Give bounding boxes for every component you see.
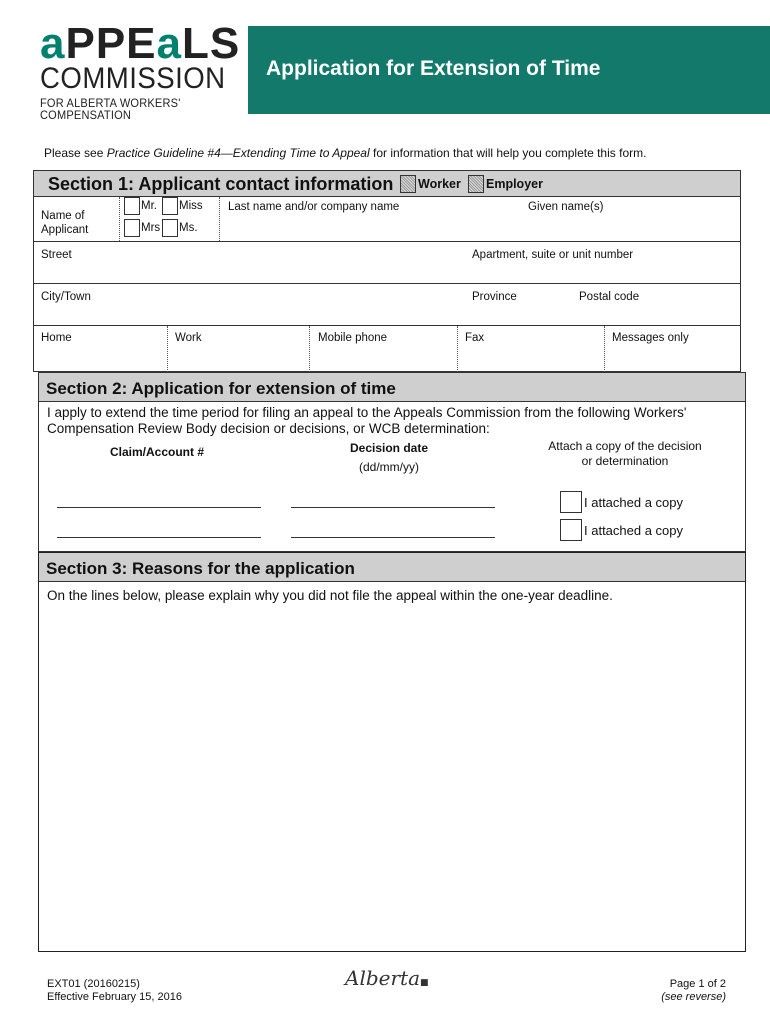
attached-label-1: I attached a copy <box>584 494 684 510</box>
home-phone-field[interactable] <box>34 326 167 372</box>
section-3-header <box>39 553 745 582</box>
alberta-wordmark: Alberta <box>345 966 420 990</box>
appeals-commission-logo <box>40 19 241 122</box>
employer-checkbox[interactable] <box>468 175 484 193</box>
fax-field[interactable] <box>457 326 604 372</box>
reasons-textarea[interactable] <box>39 609 745 949</box>
attached-label-2: I attached a copy <box>584 522 684 538</box>
name-row <box>34 197 740 242</box>
logo-letters: PPE <box>65 19 157 68</box>
employer-label: Employer <box>486 177 543 191</box>
ms-label: Ms. <box>179 222 198 234</box>
logo-subtitle: FOR ALBERTA WORKERS' COMPENSATION <box>40 98 181 122</box>
employer-option[interactable] <box>468 175 543 193</box>
mr-checkbox[interactable] <box>124 197 140 215</box>
intro-post: for information that will help you complete this form. <box>369 146 647 160</box>
date-input-2[interactable] <box>291 537 495 538</box>
alberta-logo: Alberta■ <box>345 966 429 990</box>
messages-field[interactable] <box>604 326 742 372</box>
logo-letter: a <box>156 19 183 68</box>
province-label: Province <box>472 291 517 303</box>
section-3-title: Section 3: Reasons for the application <box>46 559 355 578</box>
mr-option[interactable] <box>124 197 157 215</box>
phone-row <box>34 326 740 372</box>
fax-label: Fax <box>465 332 485 344</box>
section-3-text: On the lines below, please explain why you did not file the appeal within the one-year deadline. <box>47 588 613 603</box>
mrs-checkbox[interactable] <box>124 219 140 237</box>
miss-checkbox[interactable] <box>162 197 178 215</box>
city-label: City/Town <box>41 291 91 303</box>
page-title: Application for Extension of Time <box>266 57 601 80</box>
apartment-label: Apartment, suite or unit number <box>472 249 634 261</box>
form-code <box>47 978 182 1004</box>
home-label: Home <box>41 332 72 344</box>
street-label: Street <box>41 249 72 261</box>
attach-option-1[interactable] <box>560 491 683 513</box>
logo-commission: COMMISSION <box>40 62 226 95</box>
section-2-title: Section 2: Application for extension of time <box>46 379 396 398</box>
decision-date-header: Decision date <box>349 441 429 455</box>
form-code-text: EXT01 (20160215) <box>47 978 140 990</box>
page-info <box>661 978 726 1004</box>
last-name-label: Last name and/or company name <box>228 201 400 213</box>
mobile-phone-field[interactable] <box>309 326 457 372</box>
intro-pre: Please see <box>44 146 107 160</box>
page-number: Page 1 of 2 <box>669 978 726 990</box>
attached-checkbox-1[interactable] <box>560 491 582 513</box>
section-2-header <box>39 373 745 402</box>
attached-checkbox-2[interactable] <box>560 519 582 541</box>
guideline-reference: Practice Guideline #4—Extending Time to Appeal <box>106 146 370 160</box>
see-reverse: (see reverse) <box>661 991 726 1003</box>
section-1 <box>33 170 741 372</box>
mobile-label: Mobile phone <box>318 332 388 344</box>
title-options <box>119 197 219 241</box>
work-phone-field[interactable] <box>167 326 309 372</box>
effective-date: Effective February 15, 2016 <box>47 991 182 1003</box>
date-format-label: (dd/mm/yy) <box>359 460 419 474</box>
postal-code-label: Postal code <box>579 291 640 303</box>
intro-text <box>44 146 646 160</box>
logo-letter: a <box>40 19 66 68</box>
last-name-field[interactable] <box>219 197 742 241</box>
work-label: Work <box>175 332 202 344</box>
attach-option-2[interactable] <box>560 519 683 541</box>
section-2 <box>38 372 746 552</box>
logo-letters: LS <box>182 19 241 68</box>
mr-label: Mr. <box>141 200 157 212</box>
worker-label: Worker <box>418 177 461 191</box>
worker-option[interactable] <box>400 175 461 193</box>
claim-header: Claim/Account # <box>109 445 205 459</box>
date-input-1[interactable] <box>291 507 495 508</box>
section-3 <box>38 552 746 952</box>
mrs-option[interactable] <box>124 219 160 237</box>
name-label: Name of Applicant <box>41 210 89 236</box>
claim-input-1[interactable] <box>57 507 261 508</box>
ms-checkbox[interactable] <box>162 219 178 237</box>
mrs-label: Mrs <box>141 222 161 234</box>
miss-option[interactable] <box>162 197 203 215</box>
worker-checkbox[interactable] <box>400 175 416 193</box>
title-banner <box>248 26 770 114</box>
claim-input-2[interactable] <box>57 537 261 538</box>
section-2-text: I apply to extend the time period for filing an appeal to the Appeals Commission from the following Workers' Compensation Review Body decision or decisions, or WCB determination: <box>47 405 687 436</box>
attach-header: Attach a copy of the decision or determination <box>548 439 702 468</box>
messages-label: Messages only <box>612 332 689 344</box>
city-row[interactable] <box>34 284 740 326</box>
street-row[interactable] <box>34 242 740 284</box>
given-name-label: Given name(s) <box>528 201 604 213</box>
section-1-title: Section 1: Applicant contact information <box>48 174 394 194</box>
miss-label: Miss <box>179 200 203 212</box>
ms-option[interactable] <box>162 219 198 237</box>
section-1-header <box>34 171 740 197</box>
